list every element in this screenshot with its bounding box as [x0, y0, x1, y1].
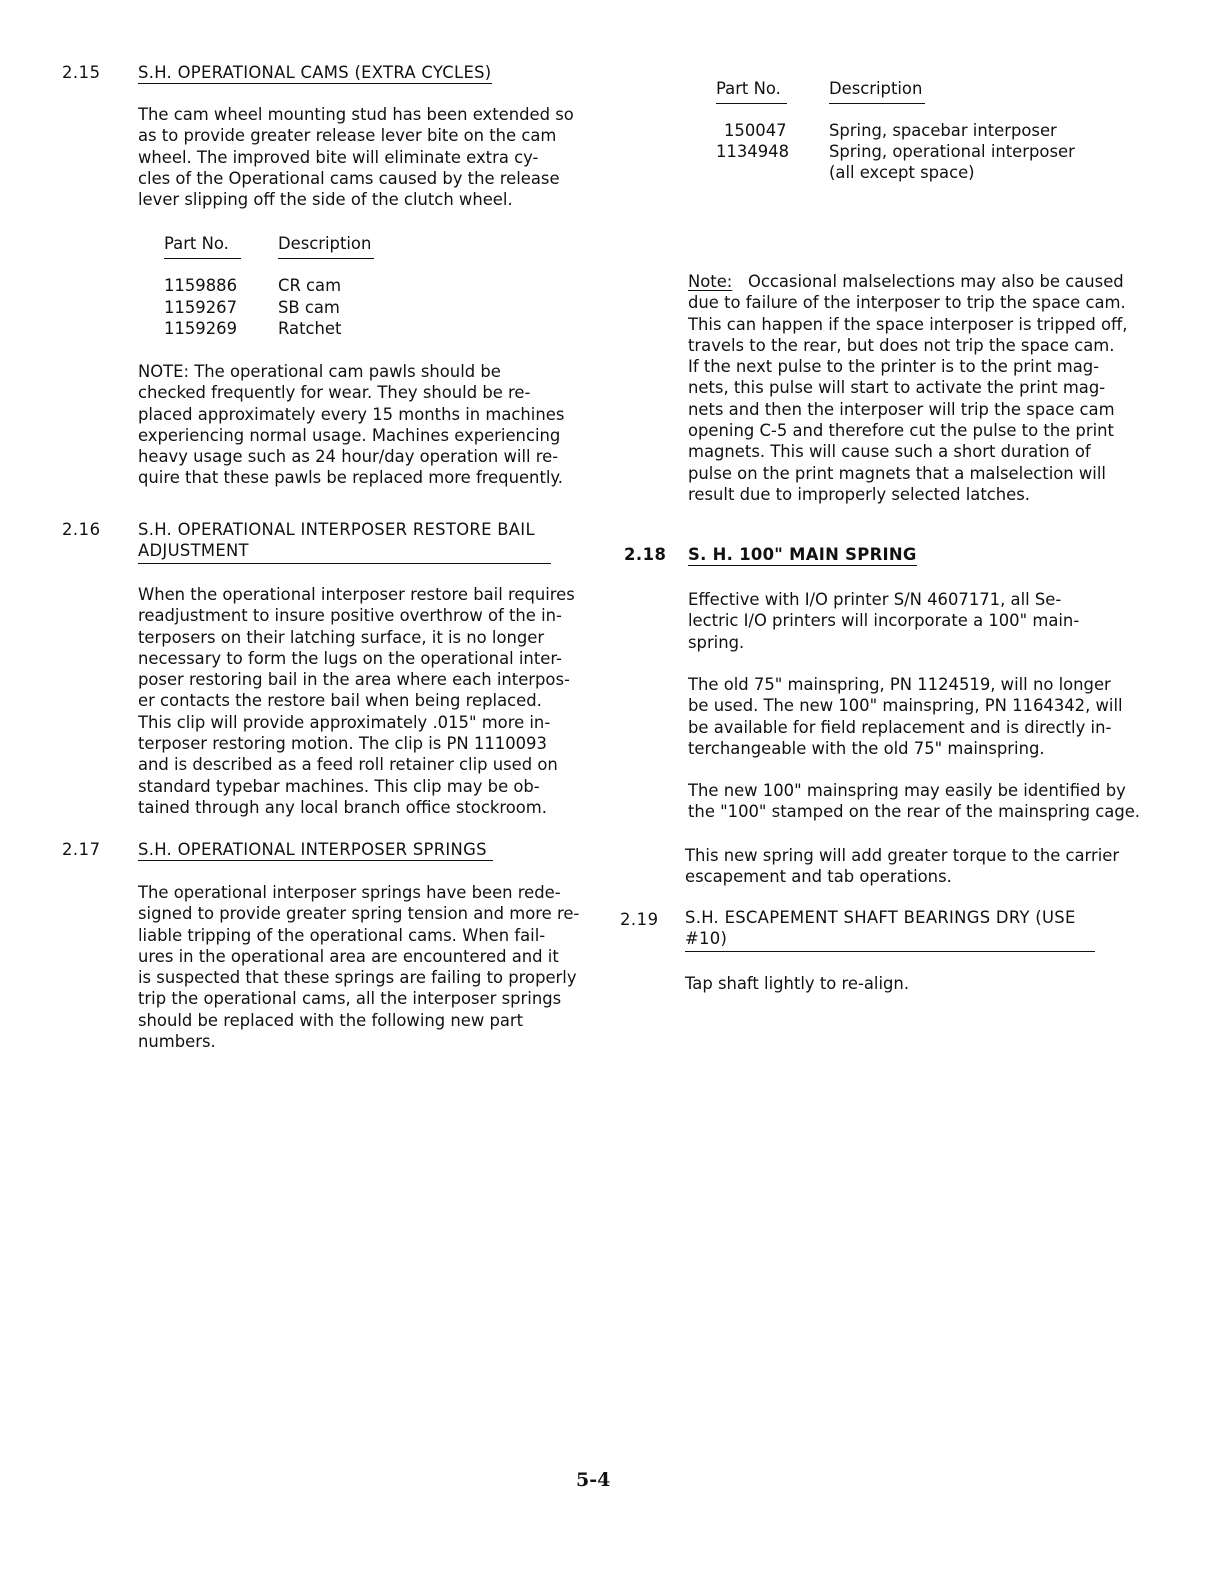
paragraph-2-16: [138, 584, 575, 818]
table-cell-part: 1134948: [716, 142, 789, 161]
section-heading-2-16: [138, 519, 535, 562]
section-number-2-19: 2.19: [620, 910, 659, 929]
text-line: readjustment to insure positive overthrow of the in-: [138, 606, 562, 626]
note-2-17: [688, 271, 1127, 505]
text-line: heavy usage such as 24 hour/day operation will re-: [138, 447, 559, 467]
text-line: escapement and tab operations.: [685, 867, 952, 887]
table-header-part-no: Part No.: [164, 233, 241, 259]
parts-table-2-17: [716, 78, 1136, 188]
section-heading-line: S.H. OPERATIONAL INTERPOSER RESTORE BAIL: [138, 520, 535, 539]
text-line: If the next pulse to the printer is to the print mag-: [688, 357, 1100, 377]
text-line: NOTE: The operational cam pawls should be: [138, 362, 501, 381]
text-line: The operational interposer springs have been rede-: [138, 883, 561, 902]
text-line: the "100" stamped on the rear of the mainspring cage.: [688, 802, 1141, 822]
text-line: ures in the operational area are encountered and it: [138, 946, 559, 966]
table-cell-part: 1159267: [164, 298, 237, 317]
heading-underline: [138, 563, 551, 564]
table-cell-desc: (all except space): [829, 163, 975, 182]
table-cell-desc: Spring, operational interposer: [829, 142, 1075, 161]
text-line: standard typebar machines. This clip may be ob-: [138, 776, 540, 796]
text-line: should be replaced with the following new part: [138, 1010, 524, 1030]
text-line: The new 100" mainspring may easily be identified by: [688, 781, 1126, 800]
text-line: Effective with I/O printer S/N 4607171, all Se-: [688, 590, 1062, 609]
table-cell-part: 1159269: [164, 319, 237, 338]
section-number-2-18: 2.18: [624, 545, 667, 564]
table-header-description: Description: [829, 78, 925, 104]
section-heading-text: S.H. OPERATIONAL INTERPOSER SPRINGS: [138, 840, 493, 861]
text-line: liable tripping of the operational cams. When fail-: [138, 925, 546, 945]
table-cell-desc: Spring, spacebar interposer: [829, 121, 1057, 140]
section-heading-line: #10): [685, 929, 728, 949]
section-number-2-15: 2.15: [62, 63, 101, 82]
parts-table-2-15: [164, 233, 414, 343]
text-line: The old 75" mainspring, PN 1124519, will no longer: [688, 675, 1111, 694]
text-line: terposers on their latching surface, it is no longer: [138, 627, 545, 647]
text-line: trip the operational cams, all the interposer springs: [138, 989, 562, 1009]
section-heading-text: S.H. OPERATIONAL CAMS (EXTRA CYCLES): [138, 63, 492, 82]
text-line: checked frequently for wear. They should be re-: [138, 383, 531, 403]
section-heading-2-19: [685, 907, 1076, 950]
text-line: This new spring will add greater torque to the carrier: [685, 846, 1120, 865]
table-header-part-no: Part No.: [716, 78, 787, 104]
table-cell-part: 1159886: [164, 276, 237, 295]
paragraph-2-17: [138, 882, 579, 1052]
text-line: nets, this pulse will start to activate the print mag-: [688, 378, 1106, 398]
text-line: wheel. The improved bite will eliminate extra cy-: [138, 147, 539, 167]
text-line: terchangeable with the old 75" mainspring.: [688, 738, 1045, 758]
table-cell-part: 150047: [724, 121, 787, 140]
text-line: placed approximately every 15 months in machines: [138, 404, 565, 424]
paragraph-2-18-c: [688, 780, 1140, 823]
text-line: Tap shaft lightly to re-align.: [685, 974, 910, 993]
text-line: When the operational interposer restore bail requires: [138, 585, 575, 604]
text-line: er contacts the restore bail when being replaced.: [138, 691, 542, 711]
section-heading-2-18: [688, 544, 917, 565]
note-text: Occasional malselections may also be caused: [732, 272, 1124, 291]
text-line: cles of the Operational cams caused by the release: [138, 168, 560, 188]
section-heading-2-17: [138, 839, 493, 860]
paragraph-2-18-d: [685, 845, 1119, 888]
text-line: and is described as a feed roll retainer clip used on: [138, 755, 558, 775]
text-line: tained through any local branch office stockroom.: [138, 797, 547, 817]
text-line: quire that these pawls be replaced more frequently.: [138, 468, 563, 488]
section-number-2-17: 2.17: [62, 840, 101, 859]
text-line: be available for field replacement and is directly in-: [688, 717, 1112, 737]
text-line: numbers.: [138, 1032, 216, 1052]
section-heading-text: S. H. 100" MAIN SPRING: [688, 545, 917, 564]
text-line: result due to improperly selected latches.: [688, 484, 1031, 504]
section-heading-2-15: [138, 62, 492, 83]
text-line: as to provide greater release lever bite on the cam: [138, 126, 557, 146]
paragraph-2-15: [138, 104, 574, 210]
text-line: due to failure of the interposer to trip the space cam.: [688, 293, 1126, 313]
text-line: poser restoring bail in the area where each interpos-: [138, 670, 570, 690]
table-cell-desc: SB cam: [278, 298, 340, 317]
text-line: lever slipping off the side of the clutch wheel.: [138, 190, 513, 210]
table-header-description: Description: [278, 233, 374, 259]
section-heading-line: ADJUSTMENT: [138, 541, 249, 561]
text-line: necessary to form the lugs on the operational inter-: [138, 648, 562, 668]
text-line: magnets. This will cause such a short duration of: [688, 442, 1091, 462]
text-line: opening C-5 and therefore cut the pulse to the print: [688, 421, 1114, 441]
table-cell-desc: Ratchet: [278, 319, 342, 338]
text-line: experiencing normal usage. Machines experiencing: [138, 425, 561, 445]
text-line: is suspected that these springs are failing to properly: [138, 968, 577, 988]
text-line: be used. The new 100" mainspring, PN 1164342, will: [688, 696, 1123, 716]
text-line: spring.: [688, 632, 745, 652]
page-number: 5-4: [576, 1469, 611, 1491]
text-line: pulse on the print magnets that a malselection will: [688, 463, 1106, 483]
paragraph-2-19: [685, 973, 909, 994]
note-2-15: [138, 361, 564, 489]
text-line: lectric I/O printers will incorporate a 100" main-: [688, 611, 1080, 631]
paragraph-2-18-a: [688, 589, 1079, 653]
text-line: signed to provide greater spring tension and more re-: [138, 904, 580, 924]
heading-underline: [685, 951, 1095, 952]
text-line: This can happen if the space interposer is tripped off,: [688, 314, 1128, 334]
text-line: nets and then the interposer will trip the space cam: [688, 399, 1115, 419]
section-number-2-16: 2.16: [62, 520, 101, 539]
note-label: Note:: [688, 272, 733, 291]
text-line: [688, 271, 1127, 292]
section-heading-line: S.H. ESCAPEMENT SHAFT BEARINGS DRY (USE: [685, 908, 1076, 927]
paragraph-2-18-b: [688, 674, 1123, 759]
text-line: The cam wheel mounting stud has been extended so: [138, 105, 574, 124]
text-line: terposer restoring motion. The clip is PN 1110093: [138, 734, 547, 754]
text-line: This clip will provide approximately .015" more in-: [138, 712, 551, 732]
table-cell-desc: CR cam: [278, 276, 342, 295]
text-line: travels to the rear, but does not trip the space cam.: [688, 335, 1115, 355]
